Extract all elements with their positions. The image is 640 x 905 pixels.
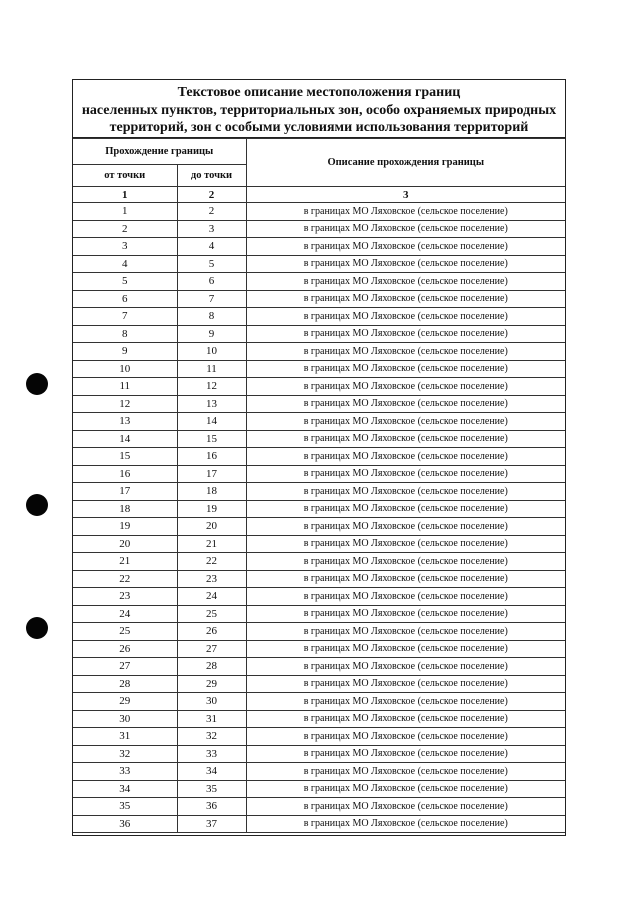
- description-cell: в границах МО Ляховское (сельское поселение): [246, 448, 565, 466]
- to-point-cell: 4: [177, 238, 246, 256]
- description-cell: в границах МО Ляховское (сельское поселение): [246, 763, 565, 781]
- description-cell: в границах МО Ляховское (сельское поселение): [246, 255, 565, 273]
- from-point-cell: 20: [73, 535, 177, 553]
- table-row: [73, 308, 565, 326]
- table-row: [73, 360, 565, 378]
- description-cell: в границах МО Ляховское (сельское поселение): [246, 378, 565, 396]
- description-cell: в границах МО Ляховское (сельское поселение): [246, 553, 565, 571]
- punch-hole: [26, 617, 48, 639]
- from-point-cell: 22: [73, 570, 177, 588]
- to-point-cell: 28: [177, 658, 246, 676]
- description-cell: в границах МО Ляховское (сельское поселение): [246, 325, 565, 343]
- to-point-cell: 10: [177, 343, 246, 361]
- description-cell: в границах МО Ляховское (сельское поселение): [246, 500, 565, 518]
- to-point-cell: 7: [177, 290, 246, 308]
- from-point-cell: 1: [73, 203, 177, 221]
- from-point-cell: 27: [73, 658, 177, 676]
- title-line: Текстовое описание местоположения границ: [177, 85, 461, 100]
- table-row: [73, 413, 565, 431]
- description-cell: в границах МО Ляховское (сельское поселение): [246, 728, 565, 746]
- table-row: [73, 815, 565, 833]
- description-cell: в границах МО Ляховское (сельское поселение): [246, 745, 565, 763]
- table-row: [73, 483, 565, 501]
- to-point-cell: 32: [177, 728, 246, 746]
- description-cell: в границах МО Ляховское (сельское поселение): [246, 658, 565, 676]
- table-row: [73, 395, 565, 413]
- table-row: [73, 238, 565, 256]
- table-row: [73, 675, 565, 693]
- to-point-cell: 8: [177, 308, 246, 326]
- to-point-cell: 14: [177, 413, 246, 431]
- description-cell: в границах МО Ляховское (сельское поселение): [246, 360, 565, 378]
- to-point-cell: 30: [177, 693, 246, 711]
- title-line: населенных пунктов, территориальных зон, особо охраняемых природных: [81, 102, 557, 118]
- table-row: [73, 465, 565, 483]
- to-point-cell: 27: [177, 640, 246, 658]
- to-point-cell: 35: [177, 780, 246, 798]
- from-point-cell: 2: [73, 220, 177, 238]
- from-point-cell: 11: [73, 378, 177, 396]
- from-point-cell: 29: [73, 693, 177, 711]
- from-point-cell: 23: [73, 588, 177, 606]
- to-point-cell: 29: [177, 675, 246, 693]
- from-point-cell: 35: [73, 798, 177, 816]
- from-point-cell: 31: [73, 728, 177, 746]
- description-cell: в границах МО Ляховское (сельское поселение): [246, 623, 565, 641]
- from-point-cell: 17: [73, 483, 177, 501]
- description-cell: в границах МО Ляховское (сельское поселение): [246, 780, 565, 798]
- passage-header: Прохождение границы: [73, 139, 246, 165]
- column-number: 1: [73, 187, 177, 203]
- description-header: Описание прохождения границы: [246, 139, 565, 187]
- from-point-cell: 14: [73, 430, 177, 448]
- to-point-cell: 25: [177, 605, 246, 623]
- title-line: территорий, зон с особыми условиями использования территорий: [109, 120, 529, 135]
- table-row: [73, 255, 565, 273]
- description-cell: в границах МО Ляховское (сельское поселение): [246, 570, 565, 588]
- table-row: [73, 273, 565, 291]
- boundary-description-document: [72, 79, 566, 836]
- column-number-row: [73, 187, 565, 203]
- from-point-cell: 25: [73, 623, 177, 641]
- to-point-cell: 6: [177, 273, 246, 291]
- to-point-cell: 26: [177, 623, 246, 641]
- from-point-cell: 36: [73, 815, 177, 833]
- table-row: [73, 710, 565, 728]
- from-point-cell: 28: [73, 675, 177, 693]
- to-point-cell: 24: [177, 588, 246, 606]
- to-point-cell: 34: [177, 763, 246, 781]
- to-point-cell: 19: [177, 500, 246, 518]
- to-point-cell: 33: [177, 745, 246, 763]
- from-point-cell: 19: [73, 518, 177, 536]
- table-row: [73, 290, 565, 308]
- description-cell: в границах МО Ляховское (сельское поселение): [246, 290, 565, 308]
- description-cell: в границах МО Ляховское (сельское поселение): [246, 675, 565, 693]
- to-point-cell: 11: [177, 360, 246, 378]
- to-point-cell: 15: [177, 430, 246, 448]
- table-row: [73, 693, 565, 711]
- from-point-cell: 7: [73, 308, 177, 326]
- table-row: [73, 588, 565, 606]
- description-cell: в границах МО Ляховское (сельское поселение): [246, 640, 565, 658]
- to-point-cell: 18: [177, 483, 246, 501]
- description-cell: в границах МО Ляховское (сельское поселение): [246, 693, 565, 711]
- from-point-cell: 13: [73, 413, 177, 431]
- table-row: [73, 518, 565, 536]
- from-point-cell: 16: [73, 465, 177, 483]
- from-point-cell: 8: [73, 325, 177, 343]
- from-point-cell: 10: [73, 360, 177, 378]
- description-cell: в границах МО Ляховское (сельское поселение): [246, 343, 565, 361]
- table-row: [73, 448, 565, 466]
- document-title: [73, 80, 565, 138]
- table-row: [73, 553, 565, 571]
- table-row: [73, 203, 565, 221]
- table-row: [73, 500, 565, 518]
- description-cell: в границах МО Ляховское (сельское поселение): [246, 605, 565, 623]
- to-point-cell: 3: [177, 220, 246, 238]
- from-point-cell: 34: [73, 780, 177, 798]
- description-cell: в границах МО Ляховское (сельское поселение): [246, 203, 565, 221]
- from-point-cell: 12: [73, 395, 177, 413]
- description-cell: в границах МО Ляховское (сельское поселение): [246, 273, 565, 291]
- from-point-cell: 26: [73, 640, 177, 658]
- description-cell: в границах МО Ляховское (сельское поселение): [246, 483, 565, 501]
- from-point-cell: 5: [73, 273, 177, 291]
- to-point-cell: 22: [177, 553, 246, 571]
- from-point-header: от точки: [73, 165, 177, 187]
- table-row: [73, 220, 565, 238]
- to-point-cell: 9: [177, 325, 246, 343]
- table-row: [73, 343, 565, 361]
- table-row: [73, 728, 565, 746]
- description-cell: в границах МО Ляховское (сельское поселение): [246, 430, 565, 448]
- table-row: [73, 658, 565, 676]
- description-cell: в границах МО Ляховское (сельское поселение): [246, 308, 565, 326]
- table-body: [73, 203, 565, 833]
- description-cell: в границах МО Ляховское (сельское поселение): [246, 238, 565, 256]
- table-row: [73, 640, 565, 658]
- to-point-cell: 2: [177, 203, 246, 221]
- from-point-cell: 3: [73, 238, 177, 256]
- from-point-cell: 24: [73, 605, 177, 623]
- column-number: 2: [177, 187, 246, 203]
- from-point-cell: 30: [73, 710, 177, 728]
- description-cell: в границах МО Ляховское (сельское поселение): [246, 588, 565, 606]
- table-row: [73, 570, 565, 588]
- description-cell: в границах МО Ляховское (сельское поселение): [246, 220, 565, 238]
- table-row: [73, 430, 565, 448]
- to-point-cell: 12: [177, 378, 246, 396]
- table-row: [73, 780, 565, 798]
- to-point-cell: 31: [177, 710, 246, 728]
- to-point-cell: 23: [177, 570, 246, 588]
- to-point-cell: 36: [177, 798, 246, 816]
- table-header-row: [73, 139, 565, 165]
- description-cell: в границах МО Ляховское (сельское поселение): [246, 710, 565, 728]
- to-point-cell: 37: [177, 815, 246, 833]
- table-row: [73, 623, 565, 641]
- table-row: [73, 745, 565, 763]
- description-cell: в границах МО Ляховское (сельское поселение): [246, 518, 565, 536]
- table-row: [73, 605, 565, 623]
- from-point-cell: 32: [73, 745, 177, 763]
- from-point-cell: 9: [73, 343, 177, 361]
- to-point-cell: 13: [177, 395, 246, 413]
- from-point-cell: 15: [73, 448, 177, 466]
- from-point-cell: 4: [73, 255, 177, 273]
- description-cell: в границах МО Ляховское (сельское поселение): [246, 535, 565, 553]
- description-cell: в границах МО Ляховское (сельское поселение): [246, 798, 565, 816]
- column-number: 3: [246, 187, 565, 203]
- table-row: [73, 763, 565, 781]
- to-point-cell: 21: [177, 535, 246, 553]
- to-point-cell: 20: [177, 518, 246, 536]
- boundary-table: [73, 138, 565, 833]
- description-cell: в границах МО Ляховское (сельское поселение): [246, 815, 565, 833]
- table-row: [73, 535, 565, 553]
- from-point-cell: 33: [73, 763, 177, 781]
- from-point-cell: 6: [73, 290, 177, 308]
- description-cell: в границах МО Ляховское (сельское поселение): [246, 395, 565, 413]
- from-point-cell: 21: [73, 553, 177, 571]
- description-cell: в границах МО Ляховское (сельское поселение): [246, 413, 565, 431]
- description-cell: в границах МО Ляховское (сельское поселение): [246, 465, 565, 483]
- punch-hole: [26, 494, 48, 516]
- table-row: [73, 325, 565, 343]
- table-row: [73, 378, 565, 396]
- to-point-header: до точки: [177, 165, 246, 187]
- to-point-cell: 5: [177, 255, 246, 273]
- table-row: [73, 798, 565, 816]
- from-point-cell: 18: [73, 500, 177, 518]
- to-point-cell: 17: [177, 465, 246, 483]
- to-point-cell: 16: [177, 448, 246, 466]
- punch-hole: [26, 373, 48, 395]
